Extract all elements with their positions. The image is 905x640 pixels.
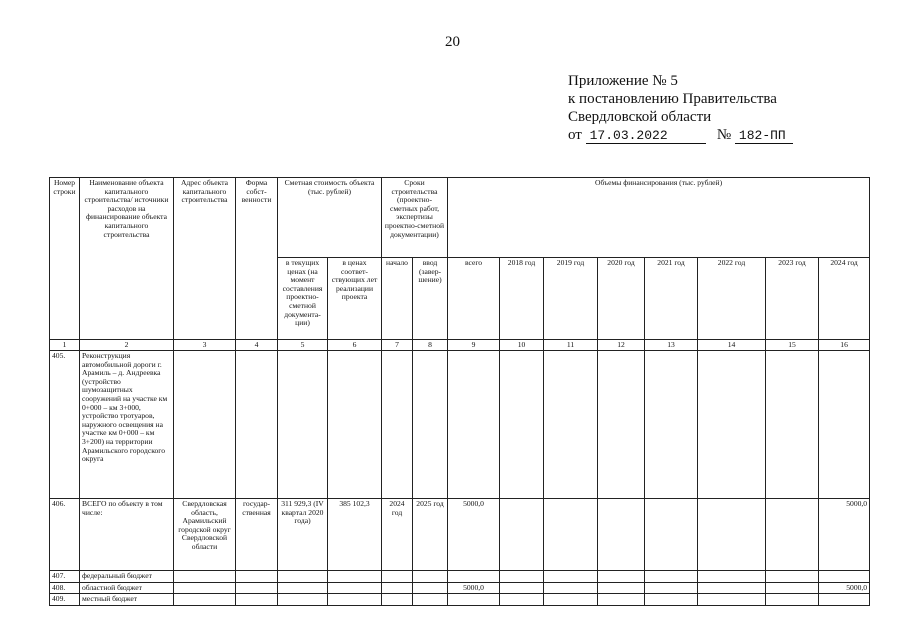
row-number: 406.	[50, 499, 80, 571]
column-number-row	[50, 340, 870, 351]
number-label: №	[716, 127, 732, 143]
cost-current	[278, 582, 328, 594]
column-number: 5	[278, 340, 328, 351]
funding-2019	[544, 594, 598, 606]
column-number: 6	[328, 340, 382, 351]
total-funding	[448, 571, 500, 583]
header-ownership: Форма собст-венности	[236, 178, 278, 340]
ownership	[236, 594, 278, 606]
page-number: 20	[445, 34, 460, 50]
funding-2024: 5000,0	[819, 582, 870, 594]
funding-2024	[819, 594, 870, 606]
header-cost-current: в текущих ценах (на момент составления проектно-сметной документа-ции)	[278, 258, 328, 340]
funding-2018	[500, 594, 544, 606]
column-number: 15	[766, 340, 819, 351]
cost-prices	[328, 571, 382, 583]
funding-2022	[698, 594, 766, 606]
appendix-date-line	[568, 126, 793, 144]
total-funding	[448, 351, 500, 499]
object-name: ВСЕГО по объекту в том числе:	[80, 499, 174, 571]
header-funding: Объемы финансирования (тыс. рублей)	[448, 178, 870, 258]
column-number: 2	[80, 340, 174, 351]
from-label: от	[568, 127, 582, 143]
object-name: Реконструкция автомобильной дороги г. Арамиль – д. Андреевка (устройство шумозащитных сооружений на участке км 0+000 – км 3+000, устройство тротуаров, наружного освещения на участке км 0+000 – км 3+200) на территории Арамильского городского округа	[80, 351, 174, 499]
object-name: федеральный бюджет	[80, 571, 174, 583]
table-row	[50, 594, 870, 606]
table-row	[50, 499, 870, 571]
total-funding: 5000,0	[448, 499, 500, 571]
cost-current	[278, 351, 328, 499]
ownership	[236, 582, 278, 594]
start-year	[382, 582, 413, 594]
funding-2023	[766, 594, 819, 606]
column-number: 7	[382, 340, 413, 351]
object-address	[174, 351, 236, 499]
cost-current	[278, 594, 328, 606]
start-year: 2024 год	[382, 499, 413, 571]
funding-2019	[544, 582, 598, 594]
funding-2024	[819, 571, 870, 583]
funding-2023	[766, 499, 819, 571]
header-terms: Сроки строительства (проектно-сметных работ, экспертизы проектно-сметной документации)	[382, 178, 448, 258]
object-address	[174, 582, 236, 594]
cost-prices	[328, 594, 382, 606]
header-address: Адрес объекта капитального строительства	[174, 178, 236, 340]
end-year	[413, 594, 448, 606]
resolution-number: 182-ПП	[735, 129, 793, 144]
column-number: 3	[174, 340, 236, 351]
header-2018: 2018 год	[500, 258, 544, 340]
funding-2023	[766, 571, 819, 583]
row-number: 405.	[50, 351, 80, 499]
funding-2021	[645, 594, 698, 606]
header-2021: 2021 год	[645, 258, 698, 340]
object-address: Свердловская область, Арамильский городской округ Свердловской области	[174, 499, 236, 571]
funding-2020	[598, 351, 645, 499]
funding-2018	[500, 351, 544, 499]
funding-2022	[698, 582, 766, 594]
funding-2021	[645, 582, 698, 594]
end-year	[413, 571, 448, 583]
header-2023: 2023 год	[766, 258, 819, 340]
ownership	[236, 571, 278, 583]
cost-prices: 385 102,3	[328, 499, 382, 571]
funding-2019	[544, 351, 598, 499]
appendix-title: Приложение № 5	[568, 73, 678, 89]
column-number: 8	[413, 340, 448, 351]
appendix-resolution: к постановлению Правительства	[568, 91, 777, 107]
start-year	[382, 594, 413, 606]
end-year	[413, 582, 448, 594]
column-number: 4	[236, 340, 278, 351]
header-row-number: Номер строки	[50, 178, 80, 340]
object-name: областной бюджет	[80, 582, 174, 594]
end-year: 2025 год	[413, 499, 448, 571]
funding-2018	[500, 582, 544, 594]
column-number: 11	[544, 340, 598, 351]
funding-2022	[698, 499, 766, 571]
header-2019: 2019 год	[544, 258, 598, 340]
header-commissioning: ввод (завер-шение)	[413, 258, 448, 340]
appendix-block	[568, 72, 793, 144]
funding-2018	[500, 571, 544, 583]
table-row	[50, 571, 870, 583]
start-year	[382, 351, 413, 499]
cost-prices	[328, 351, 382, 499]
funding-2019	[544, 499, 598, 571]
resolution-date: 17.03.2022	[586, 129, 706, 144]
column-number: 16	[819, 340, 870, 351]
funding-2020	[598, 582, 645, 594]
funding-2022	[698, 571, 766, 583]
header-row-1	[50, 178, 870, 258]
row-number: 409.	[50, 594, 80, 606]
header-cost-prices: в ценах соответ-ствующих лет реализации проекта	[328, 258, 382, 340]
column-number: 14	[698, 340, 766, 351]
funding-table	[49, 177, 870, 606]
header-2020: 2020 год	[598, 258, 645, 340]
cost-current	[278, 571, 328, 583]
funding-2023	[766, 582, 819, 594]
row-number: 407.	[50, 571, 80, 583]
column-number: 10	[500, 340, 544, 351]
ownership	[236, 351, 278, 499]
funding-2023	[766, 351, 819, 499]
funding-2021	[645, 351, 698, 499]
column-number: 13	[645, 340, 698, 351]
funding-2021	[645, 499, 698, 571]
funding-2018	[500, 499, 544, 571]
end-year	[413, 351, 448, 499]
funding-2020	[598, 594, 645, 606]
funding-2020	[598, 499, 645, 571]
funding-2021	[645, 571, 698, 583]
table-row	[50, 582, 870, 594]
header-estimated-cost: Сметная стоимость объекта (тыс. рублей)	[278, 178, 382, 258]
object-address	[174, 571, 236, 583]
total-funding	[448, 594, 500, 606]
header-start: начало	[382, 258, 413, 340]
cost-prices	[328, 582, 382, 594]
object-address	[174, 594, 236, 606]
ownership: государ-ственная	[236, 499, 278, 571]
column-number: 1	[50, 340, 80, 351]
appendix-region: Свердловской области	[568, 109, 712, 125]
funding-2022	[698, 351, 766, 499]
funding-2024	[819, 351, 870, 499]
table-row	[50, 351, 870, 499]
funding-2019	[544, 571, 598, 583]
header-2024: 2024 год	[819, 258, 870, 340]
funding-2020	[598, 571, 645, 583]
header-object-name: Наименование объекта капитального строительства/ источники расходов на финансирование объекта капитального строительства	[80, 178, 174, 340]
total-funding: 5000,0	[448, 582, 500, 594]
row-number: 408.	[50, 582, 80, 594]
start-year	[382, 571, 413, 583]
column-number: 9	[448, 340, 500, 351]
column-number: 12	[598, 340, 645, 351]
object-name: местный бюджет	[80, 594, 174, 606]
header-total: всего	[448, 258, 500, 340]
header-2022: 2022 год	[698, 258, 766, 340]
cost-current: 311 929,3 (IV квартал 2020 года)	[278, 499, 328, 571]
funding-2024: 5000,0	[819, 499, 870, 571]
